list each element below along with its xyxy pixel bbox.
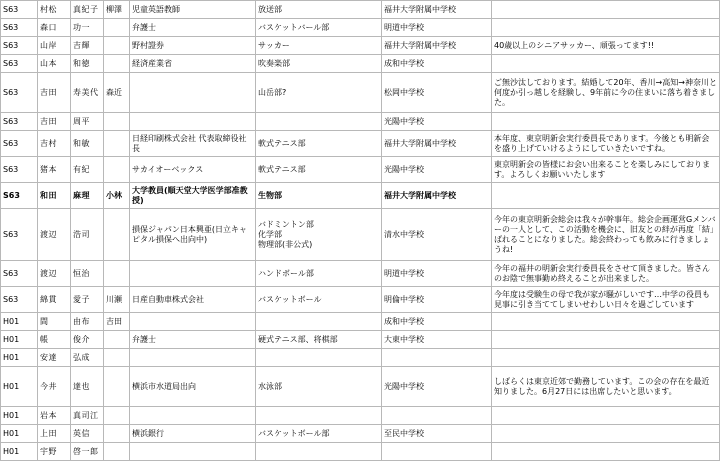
table-row — [1, 73, 720, 113]
cell-comment[interactable]: 今年の福井の明新会実行委員長をさせて頂きました。皆さんのお陰で無事勤め終えることが出来ました。 — [492, 261, 720, 287]
cell-occupation[interactable] — [130, 349, 256, 367]
cell-year[interactable]: H01 — [1, 443, 38, 461]
cell-club[interactable]: バスケットバール部 — [256, 19, 382, 37]
cell-last[interactable]: 森口 — [38, 19, 71, 37]
cell-first[interactable]: 功一 — [71, 19, 104, 37]
cell-maiden[interactable] — [104, 37, 130, 55]
table-row — [1, 131, 720, 157]
cell-year[interactable]: H01 — [1, 367, 38, 407]
cell-maiden[interactable] — [104, 331, 130, 349]
cell-junior-high[interactable] — [382, 349, 492, 367]
cell-junior-high[interactable]: 至民中学校 — [382, 425, 492, 443]
cell-last[interactable]: 山本 — [38, 55, 71, 73]
cell-last[interactable]: 渡辺 — [38, 261, 71, 287]
cell-club[interactable]: ハンドボール部 — [256, 261, 382, 287]
cell-year[interactable]: H01 — [1, 349, 38, 367]
cell-year[interactable]: S63 — [1, 131, 38, 157]
cell-maiden[interactable] — [104, 157, 130, 183]
cell-last[interactable]: 山岸 — [38, 37, 71, 55]
cell-junior-high[interactable]: 清水中学校 — [382, 209, 492, 261]
cell-last[interactable]: 綿貫 — [38, 287, 71, 313]
cell-last[interactable]: 猪本 — [38, 157, 71, 183]
cell-comment[interactable]: 今年の東京明新会総会は我々が幹事年。総会企画運営Gメンバーの一人として、この活動を機会に、旧友との絆が再度「結」ばれることになりました。総会終わっても飲みに行きましょうね! — [492, 209, 720, 261]
cell-occupation[interactable]: 日経印刷株式会社 代表取締役社長 — [130, 131, 256, 157]
cell-comment[interactable]: 今年度は受験生の母で我が家が騒がしいです…中学の役員も見事に引き当ててしまいせわしい日々を過ごしています — [492, 287, 720, 313]
table-row — [1, 55, 720, 73]
cell-club[interactable] — [256, 443, 382, 461]
cell-club[interactable]: 生物部 — [256, 183, 382, 209]
cell-maiden[interactable]: 小林 — [104, 183, 130, 209]
cell-maiden[interactable] — [104, 367, 130, 407]
cell-comment[interactable]: 40歳以上のシニアサッカー、頑張ってます!! — [492, 37, 720, 55]
cell-club[interactable]: バドミントン部 化学部 物理部(非公式) — [256, 209, 382, 261]
cell-club[interactable]: バスケットボール部 — [256, 425, 382, 443]
cell-club[interactable]: 山岳部? — [256, 73, 382, 113]
cell-year[interactable]: S63 — [1, 37, 38, 55]
cell-year[interactable]: S63 — [1, 287, 38, 313]
table-row — [1, 331, 720, 349]
cell-occupation[interactable] — [130, 113, 256, 131]
cell-comment[interactable] — [492, 349, 720, 367]
cell-occupation[interactable]: 弁護士 — [130, 19, 256, 37]
cell-club[interactable]: 軟式テニス部 — [256, 157, 382, 183]
cell-maiden[interactable] — [104, 407, 130, 425]
cell-club[interactable]: 吹奏楽部 — [256, 55, 382, 73]
cell-occupation[interactable] — [130, 261, 256, 287]
cell-maiden[interactable] — [104, 131, 130, 157]
cell-first[interactable]: 浩司 — [71, 209, 104, 261]
cell-year[interactable]: H01 — [1, 331, 38, 349]
cell-year[interactable]: S63 — [1, 183, 38, 209]
cell-club[interactable]: サッカー — [256, 37, 382, 55]
cell-last[interactable]: 吉田 — [38, 73, 71, 113]
cell-comment[interactable] — [492, 331, 720, 349]
cell-maiden[interactable] — [104, 443, 130, 461]
cell-comment[interactable]: ご無沙汰しております。結婚して20年、香川→高知→神奈川と何度か引っ越しを経験し、9年前に今の住まいに落ち着きました。 — [492, 73, 720, 113]
cell-maiden[interactable] — [104, 209, 130, 261]
cell-occupation[interactable]: サカイオーベックス — [130, 157, 256, 183]
cell-last[interactable]: 宇野 — [38, 443, 71, 461]
cell-club[interactable]: 放送部 — [256, 1, 382, 19]
table-row — [1, 157, 720, 183]
cell-last[interactable]: 帳 — [38, 331, 71, 349]
cell-club[interactable] — [256, 349, 382, 367]
cell-junior-high[interactable]: 福井大学附属中学校 — [382, 1, 492, 19]
cell-first[interactable]: 真司江 — [71, 407, 104, 425]
cell-last[interactable]: 間 — [38, 313, 71, 331]
cell-last[interactable]: 今井 — [38, 367, 71, 407]
cell-occupation[interactable] — [130, 313, 256, 331]
table-row — [1, 1, 720, 19]
cell-last[interactable]: 渡辺 — [38, 209, 71, 261]
cell-first[interactable]: 和敏 — [71, 131, 104, 157]
cell-comment[interactable] — [492, 407, 720, 425]
cell-club[interactable]: 軟式テニス部 — [256, 131, 382, 157]
cell-year[interactable]: H01 — [1, 407, 38, 425]
cell-occupation[interactable]: 損保ジャパン日本興亜(日立キャピタル損保へ出向中) — [130, 209, 256, 261]
cell-club[interactable]: 水泳部 — [256, 367, 382, 407]
cell-last[interactable]: 安達 — [38, 349, 71, 367]
table-row — [1, 261, 720, 287]
cell-maiden[interactable] — [104, 349, 130, 367]
cell-junior-high[interactable]: 成和中学校 — [382, 313, 492, 331]
cell-first[interactable]: 恒治 — [71, 261, 104, 287]
cell-occupation[interactable]: 大学教員(順天堂大学医学部准教授) — [130, 183, 256, 209]
cell-junior-high[interactable]: 大東中学校 — [382, 331, 492, 349]
cell-last[interactable]: 岩本 — [38, 407, 71, 425]
cell-first[interactable]: 和徳 — [71, 55, 104, 73]
cell-occupation[interactable]: 野村證券 — [130, 37, 256, 55]
cell-year[interactable]: S63 — [1, 157, 38, 183]
cell-maiden[interactable] — [104, 425, 130, 443]
cell-junior-high[interactable] — [382, 407, 492, 425]
cell-maiden[interactable] — [104, 19, 130, 37]
cell-junior-high[interactable]: 成和中学校 — [382, 55, 492, 73]
table-row — [1, 209, 720, 261]
cell-junior-high[interactable]: 光陽中学校 — [382, 367, 492, 407]
cell-junior-high[interactable]: 福井大学附属中学校 — [382, 37, 492, 55]
cell-maiden[interactable] — [104, 55, 130, 73]
cell-last[interactable]: 吉村 — [38, 131, 71, 157]
cell-maiden[interactable] — [104, 261, 130, 287]
cell-occupation[interactable]: 日産自動車株式会社 — [130, 287, 256, 313]
cell-first[interactable]: 弘成 — [71, 349, 104, 367]
cell-year[interactable]: S63 — [1, 113, 38, 131]
cell-first[interactable]: 吉輝 — [71, 37, 104, 55]
cell-comment[interactable]: 東京明新会の皆様にお会い出来ることを楽しみにしております。よろしくお願いいたします — [492, 157, 720, 183]
cell-comment[interactable] — [492, 19, 720, 37]
cell-junior-high[interactable]: 光陽中学校 — [382, 113, 492, 131]
cell-first[interactable]: 有紀 — [71, 157, 104, 183]
cell-maiden[interactable]: 森近 — [104, 73, 130, 113]
cell-year[interactable]: H01 — [1, 313, 38, 331]
cell-last[interactable]: 上田 — [38, 425, 71, 443]
cell-year[interactable]: S63 — [1, 1, 38, 19]
cell-junior-high[interactable] — [382, 443, 492, 461]
table-row — [1, 349, 720, 367]
cell-first[interactable]: 達也 — [71, 367, 104, 407]
cell-year[interactable]: S63 — [1, 73, 38, 113]
cell-comment[interactable] — [492, 1, 720, 19]
table-row — [1, 443, 720, 461]
cell-comment[interactable] — [492, 425, 720, 443]
cell-last[interactable]: 和田 — [38, 183, 71, 209]
cell-first[interactable]: 真紀子 — [71, 1, 104, 19]
cell-first[interactable]: 啓一郎 — [71, 443, 104, 461]
cell-club[interactable] — [256, 113, 382, 131]
cell-maiden[interactable]: 川瀬 — [104, 287, 130, 313]
cell-club[interactable]: 硬式テニス部、将棋部 — [256, 331, 382, 349]
cell-junior-high[interactable]: 明倫中学校 — [382, 287, 492, 313]
cell-year[interactable]: S63 — [1, 209, 38, 261]
table-row — [1, 113, 720, 131]
cell-first[interactable]: 俊介 — [71, 331, 104, 349]
cell-comment[interactable] — [492, 443, 720, 461]
cell-junior-high[interactable]: 明道中学校 — [382, 261, 492, 287]
cell-first[interactable]: 英信 — [71, 425, 104, 443]
cell-comment[interactable] — [492, 113, 720, 131]
cell-comment[interactable] — [492, 55, 720, 73]
cell-junior-high[interactable]: 福井大学附属中学校 — [382, 183, 492, 209]
cell-occupation[interactable] — [130, 407, 256, 425]
cell-last[interactable]: 村松 — [38, 1, 71, 19]
cell-last[interactable]: 吉田 — [38, 113, 71, 131]
table-row — [1, 287, 720, 313]
cell-junior-high[interactable]: 松岡中学校 — [382, 73, 492, 113]
cell-occupation[interactable] — [130, 443, 256, 461]
cell-maiden[interactable]: 柳澤 — [104, 1, 130, 19]
cell-junior-high[interactable]: 光陽中学校 — [382, 157, 492, 183]
cell-comment[interactable] — [492, 313, 720, 331]
cell-year[interactable]: H01 — [1, 425, 38, 443]
cell-club[interactable]: バスケットボール — [256, 287, 382, 313]
cell-comment[interactable] — [492, 183, 720, 209]
cell-first[interactable]: 愛子 — [71, 287, 104, 313]
cell-maiden[interactable] — [104, 113, 130, 131]
table-row — [1, 183, 720, 209]
table-row — [1, 425, 720, 443]
cell-comment[interactable]: しばらくは東京近郊で勤務しています。この会の存在を最近知りました。6月27日には出席したいと思います。 — [492, 367, 720, 407]
cell-maiden[interactable]: 吉田 — [104, 313, 130, 331]
cell-year[interactable]: S63 — [1, 55, 38, 73]
cell-occupation[interactable]: 児童英語教師 — [130, 1, 256, 19]
alumni-rows — [1, 1, 720, 461]
cell-first[interactable]: 寿美代 — [71, 73, 104, 113]
cell-occupation[interactable]: 横浜市水道局出向 — [130, 367, 256, 407]
table-row — [1, 407, 720, 425]
cell-occupation[interactable] — [130, 73, 256, 113]
cell-occupation[interactable]: 経済産業省 — [130, 55, 256, 73]
table-row — [1, 367, 720, 407]
cell-club[interactable] — [256, 313, 382, 331]
cell-first[interactable]: 由布 — [71, 313, 104, 331]
table-row — [1, 19, 720, 37]
cell-occupation[interactable]: 弁護士 — [130, 331, 256, 349]
cell-year[interactable]: S63 — [1, 261, 38, 287]
cell-junior-high[interactable]: 福井大学附属中学校 — [382, 131, 492, 157]
cell-comment[interactable]: 本年度、東京明新会実行委員長であります。今後とも明新会を盛り上げていけるようにしていきたいですね。 — [492, 131, 720, 157]
cell-year[interactable]: S63 — [1, 19, 38, 37]
table-row — [1, 313, 720, 331]
cell-occupation[interactable]: 横浜銀行 — [130, 425, 256, 443]
cell-first[interactable]: 周平 — [71, 113, 104, 131]
cell-first[interactable]: 麻理 — [71, 183, 104, 209]
cell-junior-high[interactable]: 明道中学校 — [382, 19, 492, 37]
table-row — [1, 37, 720, 55]
cell-club[interactable] — [256, 407, 382, 425]
